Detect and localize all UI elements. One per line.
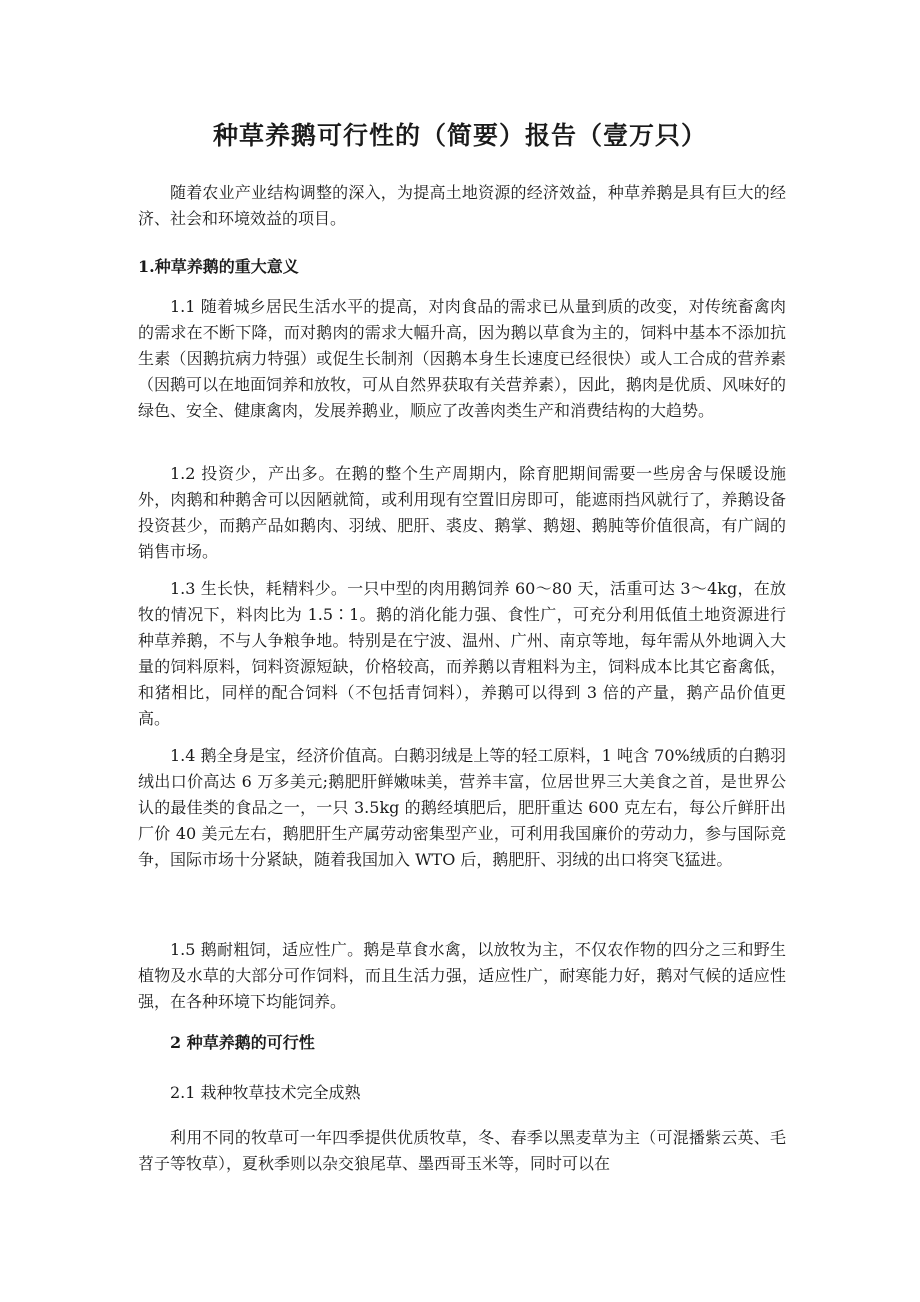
paragraph-1-4: 1.4 鹅全身是宝，经济价值高。白鹅羽绒是上等的轻工原料，1 吨含 70%绒质的白鹅羽绒出口价高达 6 万多美元;鹅肥肝鲜嫩味美，营养丰富，位居世界三大美食之首，是世界公认的最佳类的食品之一，一只 3.5kg 的鹅经填肥后，肥肝重达 600 克左右，每公斤鲜肝出厂价 40 美元左右，鹅肥肝生产属劳动密集型产业，可利用我国廉价的劳动力，参与国际竞争，国际市场十分紧缺，随着我国加入 WTO 后，鹅肥肝、羽绒的出口将突飞猛进。 — [138, 746, 786, 869]
page-title: 种草养鹅可行性的（简要）报告（壹万只） — [212, 121, 707, 150]
paragraph-1-5: 1.5 鹅耐粗饲，适应性广。鹅是草食水禽，以放牧为主，不仅农作物的四分之三和野生植物及水草的大部分可作饲料，而且生活力强，适应性广，耐寒能力好，鹅对气候的适应性强，在各种环境下均能饲养。 — [138, 940, 786, 1011]
paragraph-1-1: 1.1 随着城乡居民生活水平的提高，对肉食品的需求已从量到质的改变，对传统畜禽肉的需求在不断下降，而对鹅肉的需求大幅升高，因为鹅以草食为主的，饲料中基本不添加抗生素（因鹅抗病力特强）或促生长制剂（因鹅本身生长速度已经很快）或人工合成的营养素（因鹅可以在地面饲养和放牧，可从自然界获取有关营养素），因此，鹅肉是优质、风味好的绿色、安全、健康禽肉，发展养鹅业，顺应了改善肉类生产和消费结构的大趋势。 — [138, 297, 787, 420]
section-2-heading: 2 种草养鹅的可行性 — [170, 1033, 315, 1052]
paragraph-1-3: 1.3 生长快，耗精料少。一只中型的肉用鹅饲养 60～80 天，活重可达 3～4kg，在放牧的情况下，料肉比为 1.5∶1。鹅的消化能力强、食性广，可充分利用低值土地资源进行种草养鹅，不与人争粮争地。特别是在宁波、温州、广州、南京等地，每年需从外地调入大量的饲料原料，饲料资源短缺，价格较高，而养鹅以青粗料为主，饲料成本比其它畜禽低，和猪相比，同样的配合饲料（不包括青饲料），养鹅可以得到 3 倍的产量，鹅产品价值更高。 — [138, 579, 786, 728]
section-1-heading: 1.种草养鹅的重大意义 — [138, 257, 299, 276]
paragraph-1-2: 1.2 投资少，产出多。在鹅的整个生产周期内，除育肥期间需要一些房舍与保暖设施外，肉鹅和种鹅舍可以因陋就简，或利用现有空置旧房即可，能遮雨挡风就行了，养鹅设备投资甚少，而鹅产品如鹅肉、羽绒、肥肝、裘皮、鹅掌、鹅翅、鹅肫等价值很高，有广阔的销售市场。 — [138, 464, 786, 561]
intro-paragraph: 随着农业产业结构调整的深入，为提高土地资源的经济效益，种草养鹅是具有巨大的经济、社会和环境效益的项目。 — [138, 183, 786, 228]
paragraph-2-1: 利用不同的牧草可一年四季提供优质牧草，冬、春季以黑麦草为主（可混播紫云英、毛苕子等牧草），夏秋季则以杂交狼尾草、墨西哥玉米等，同时可以在 — [138, 1128, 786, 1173]
subsection-2-1-heading: 2.1 栽种牧草技术完全成熟 — [170, 1083, 361, 1102]
